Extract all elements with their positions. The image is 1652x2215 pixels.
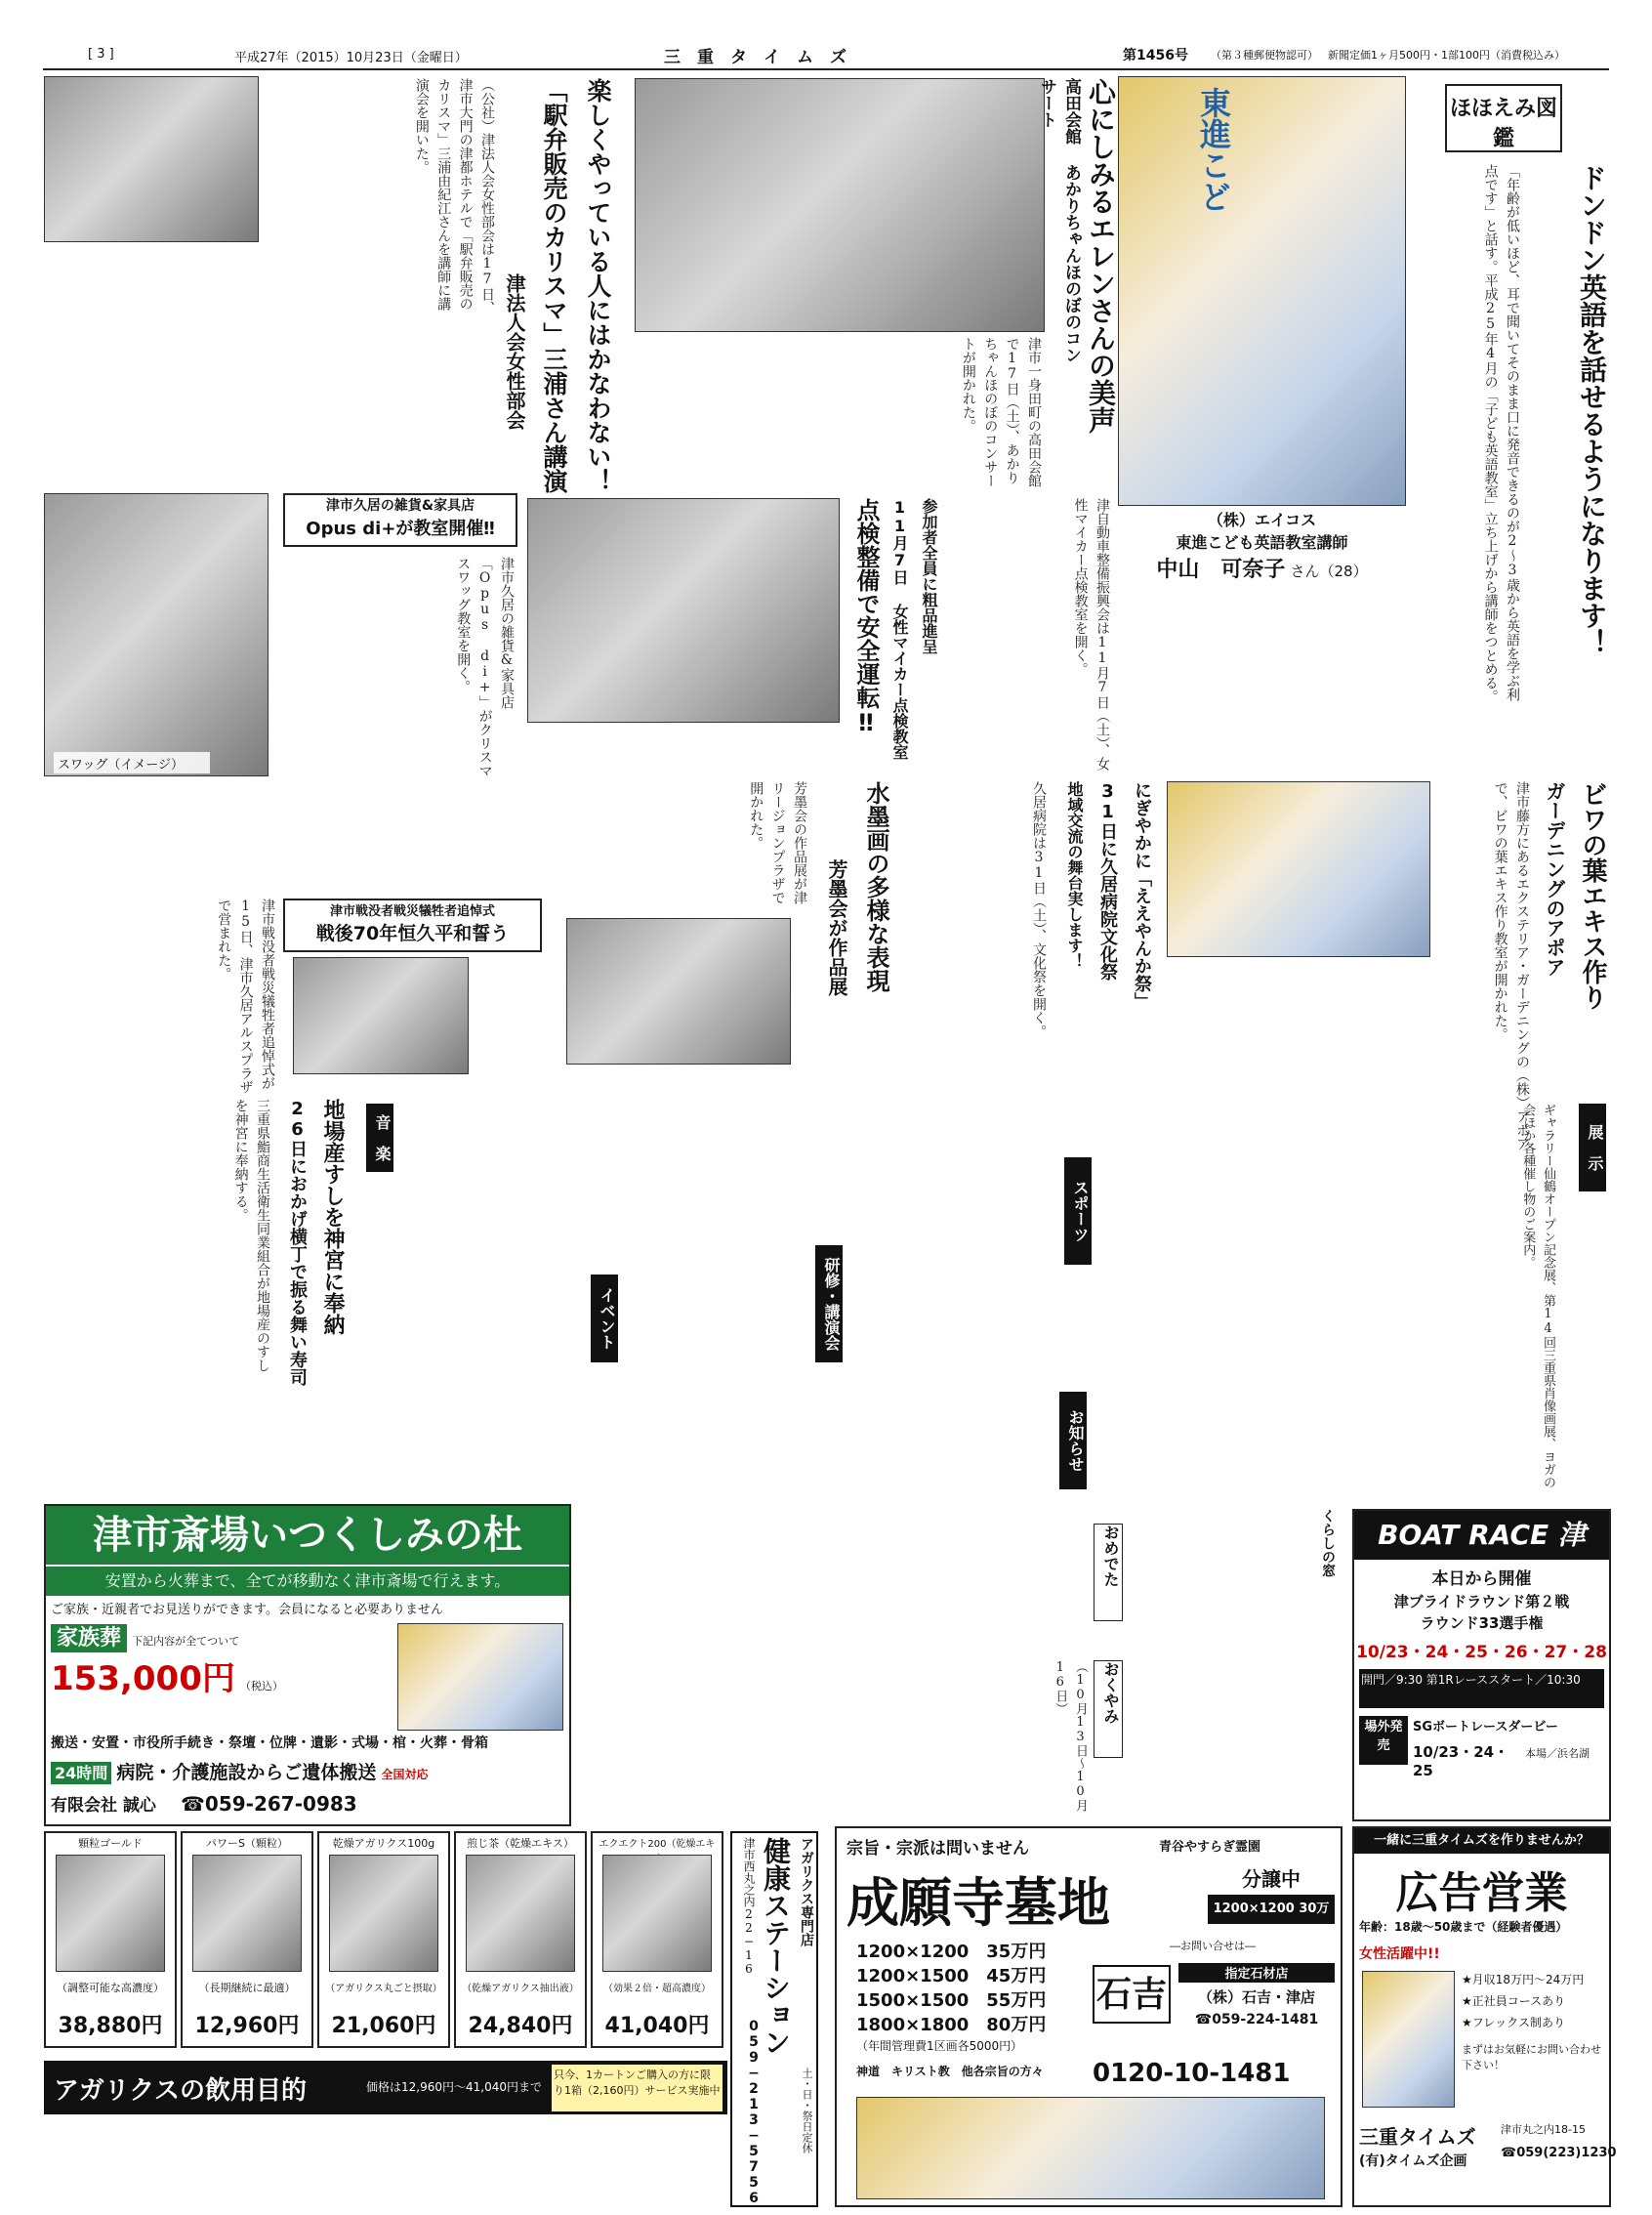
product-note: （調整可能な高濃度） — [57, 1982, 164, 1994]
saijo-hotline-text: 病院・介護施設からご遺体搬送 — [116, 1762, 377, 1783]
boatrace-logo: BOAT RACE 津 — [1354, 1511, 1609, 1560]
memorial-headline-1: 津市戦没者戦災犠牲者追悼式 — [329, 904, 495, 919]
memorial-body: 津市戦没者戦災犠牲者追悼式が15日、津市久居アルスプラザで営まれた。 — [216, 899, 275, 1094]
recruit-illustration — [1362, 1971, 1455, 2108]
issue-number: 第1456号 — [1123, 48, 1188, 63]
jouganji-ad[interactable] — [835, 1826, 1342, 2207]
sushi-body: 三重県鮨商生活衛生同業組合が地場産のすしを神宮に奉納する。 — [232, 1099, 270, 1372]
agaricus-store-tel[interactable]: 059−213−5756 — [746, 2019, 762, 2206]
recruit-ad[interactable] — [1352, 1826, 1617, 2207]
boatrace-place-note: 本場／浜名湖 — [1525, 1747, 1590, 1760]
lecture-photo — [44, 76, 259, 242]
opus-title-box — [283, 493, 517, 547]
concert-body: 津市一身田町の高田会館で17日（土）、あかりちゃんほのぼのコンサートが開かれた。 — [960, 337, 1042, 487]
opus-headline: 津市久居の雑貨&家具店 — [325, 498, 475, 514]
product-name: 乾燥アガリクス100g — [332, 1837, 435, 1850]
product-card-5[interactable] — [591, 1831, 723, 2048]
recruit-condition-3: ★フレックス制あり — [1462, 2016, 1566, 2029]
biwa-body: 津市藤方にあるエクステリア・ガーデニングの（株）アポアで、ビワの葉エキス作り教室が開かれた。 — [1492, 781, 1530, 1150]
masthead-rule — [43, 68, 1609, 70]
jouganji-size-price: 1200×1200 30万円 — [1208, 1895, 1335, 1924]
agaricus-store — [730, 1831, 818, 2207]
product-photo — [466, 1855, 575, 1972]
product-note: （長期継続に最適） — [198, 1982, 296, 1994]
jouganji-sale: 分譲中 — [1242, 1867, 1301, 1891]
hisai-headline-2: 31日に久居病院文化祭 — [1097, 781, 1118, 981]
lecture-headline-1: 楽しくやっている人にはかなわない！ — [584, 78, 612, 493]
saijo-title: 津市斎場いつくしみの杜 — [46, 1506, 569, 1565]
agaricus-store-name: 健康ステーション — [760, 1837, 792, 2056]
saijo-hotline-label: 24時間 — [51, 1762, 111, 1784]
listing-tag-event: イベント — [591, 1275, 618, 1362]
saijo-sub: ご家族・近親者でお見送りができます。会員になると必要ありません — [51, 1603, 443, 1617]
saijo-services: 搬送・安置・市役所手続き・祭壇・位牌・遺影・式場・棺・火葬・骨箱 — [51, 1735, 488, 1751]
product-price: 12,960円 — [194, 2014, 300, 2038]
hisai-headline-1: にぎやかに「ええやんか祭」 — [1132, 781, 1152, 1010]
concert-photo — [635, 78, 1045, 332]
biwa-headline-1: ビワの葉エキス作り — [1578, 781, 1607, 1010]
agaricus-store-label: アガリクス専門店 — [799, 1837, 814, 1946]
lecture-body: （公社）津法人会女性部会は17日、津市大門の津都ホテルで「駅弁販売のカリスマ」三浦由紀江さんを講師に講演会を開いた。 — [413, 78, 495, 314]
lecture-headline-2: 「駅弁販売のカリスマ」三浦さん講演 — [540, 78, 568, 493]
saijo-price-sub: （税込） — [239, 1680, 283, 1693]
boatrace-event-1: 津ブライドラウンド第２戦 — [1393, 1593, 1570, 1610]
boatrace-place-dates: 10/23・24・25 — [1413, 1743, 1509, 1779]
product-name: 煎じ茶（乾燥エキス） — [467, 1837, 574, 1850]
biwa-photo — [1167, 781, 1430, 957]
saijo-photo — [397, 1623, 563, 1731]
hohoemi-name: 中山 可奈子 — [1156, 558, 1286, 582]
kurashi-period: （10月13日〜10月16日） — [1053, 1660, 1088, 1812]
kurashi-omedeto: おめでた — [1094, 1524, 1123, 1621]
memorial-headline-2: 戦後70年恒久平和誓う — [315, 923, 510, 944]
recruit-note: まずはお気軽にお問い合わせ下さい！ — [1462, 2043, 1601, 2071]
boatrace-dates: 10/23・24・25・26・27・28 — [1356, 1643, 1607, 1662]
listing-tag-ongaku: 音 楽 — [366, 1104, 393, 1172]
hohoemi-profile — [1118, 508, 1406, 596]
hohoemi-photo — [1118, 76, 1406, 506]
saijo-note: 全国対応 — [381, 1768, 429, 1781]
opus-body: 津市久居の雑貨&家具店「Opus di+」がクリスマスワッグ教室を開く。 — [455, 557, 515, 777]
product-photo — [56, 1855, 165, 1972]
agaricus-store-addr: 津市西丸之内22−16 — [742, 1837, 756, 1976]
memorial-title-box — [283, 899, 542, 952]
product-photo — [602, 1855, 712, 1972]
agaricus-banner-price: 価格は12,960円〜41,040円まで — [366, 2080, 542, 2094]
inspection-body: 津自動車整備振興会は11月7日（土）、女性マイカー点検教室を開く。 — [1072, 498, 1110, 771]
hisai-headline-3: 地域交流の舞台実します！ — [1065, 781, 1084, 969]
boatrace-ad[interactable] — [1352, 1509, 1611, 1821]
jouganji-plot-1: 1200×1200 35万円 — [856, 1942, 1047, 1962]
sumie-body: 芳墨会の作品展が津リージョンプラザで開かれた。 — [748, 781, 807, 904]
product-price: 38,880円 — [58, 2014, 163, 2038]
hohoemi-logo: ほほえみ図鑑 — [1445, 84, 1562, 152]
saijo-plan — [51, 1621, 392, 1698]
saijo-hotline — [51, 1758, 568, 1787]
concert-headline-2: 心にしみるエレンさんの美声 — [1085, 78, 1117, 434]
jouganji-map — [856, 2097, 1325, 2199]
hohoemi-subtitle: 東進こども英語教室講師 — [1176, 533, 1348, 552]
jouganji-agent: 指定石材店 — [1178, 1963, 1335, 1983]
jouganji-plot-4: 1800×1800 80万円 — [856, 2015, 1047, 2035]
saijo-ad[interactable] — [44, 1504, 571, 1826]
product-price: 24,840円 — [468, 2014, 573, 2038]
saijo-company: 有限会社 誠心 — [51, 1796, 156, 1816]
hohoemi-sign: 東進こど — [1195, 87, 1232, 212]
paper-title: 三 重 タ イ ム ズ — [664, 48, 847, 67]
product-photo — [192, 1855, 302, 1972]
inspection-photo — [527, 498, 840, 723]
hohoemi-headline: ドンドン英語を話せるようになります！ — [1576, 164, 1608, 656]
jouganji-freecall[interactable]: 0120-10-1481 — [1093, 2059, 1291, 2088]
opus-caption: スワッグ（イメージ） — [54, 752, 210, 773]
agaricus-banner — [44, 2061, 727, 2114]
product-note: （アガリクス丸ごと摂取） — [325, 1984, 442, 1994]
recruit-age: 年齢：18歳〜50歳まで（経験者優遇） — [1359, 1920, 1568, 1934]
jouganji-tel[interactable]: ☎059-224-1481 — [1194, 2012, 1319, 2027]
sushi-headline-2: 26日におかげ横丁で振る舞い寿司 — [287, 1099, 308, 1386]
subscription-price: 新聞定価1ヶ月500円・1部100円（消費税込み） — [1328, 49, 1565, 62]
agaricus-products — [44, 1831, 727, 2056]
memorial-photo — [293, 957, 469, 1074]
saijo-plan-note: 下記内容が全てついて — [132, 1635, 240, 1648]
opus-photo — [44, 493, 268, 776]
sumie-headline-1: 水墨画の多様な表現 — [862, 781, 889, 992]
agaricus-body — [44, 2119, 727, 2202]
saijo-tel[interactable]: ☎059-267-0983 — [181, 1792, 357, 1816]
jouganji-plot-2: 1200×1500 45万円 — [856, 1966, 1047, 1986]
jouganji-religions: 神道 キリスト教 他各宗旨の方々 — [856, 2065, 1044, 2078]
jouganji-store: 石吉 — [1093, 1965, 1171, 2024]
saijo-tagline: 安置から火葬まで、全てが移動なく津市斎場で行えます。 — [46, 1567, 569, 1596]
recruit-tel[interactable]: ☎059(223)1230 — [1501, 2146, 1617, 2160]
agaricus-banner-promo: 只今、1カートンご購入の方に限り1箱（2,160円）サービス実施中 — [552, 2065, 723, 2111]
sushi-headline-1: 地場産すしを神宮に奉納 — [320, 1099, 345, 1335]
jouganji-sub: 青谷やすらぎ霊園 — [1159, 1840, 1261, 1855]
sumie-headline-2: 芳墨会が作品展 — [825, 859, 848, 996]
listing-tag-kenshu: 研修・講演会 — [815, 1245, 843, 1362]
hohoemi-company: （株）エイコス — [1207, 511, 1317, 529]
listings-section — [356, 1099, 1611, 1499]
product-price: 41,040円 — [604, 2014, 710, 2038]
product-photo — [329, 1855, 438, 1972]
jouganji-plot-3: 1500×1500 55万円 — [856, 1990, 1047, 2011]
page-number: [ 3 ] — [88, 47, 114, 62]
kurashi-okuyami: おくやみ — [1094, 1660, 1123, 1758]
boatrace-place: SGボートレースダービー — [1413, 1720, 1558, 1734]
listing-tag-sports: スポーツ — [1064, 1157, 1092, 1265]
masthead — [39, 43, 1613, 66]
biwa-headline-2: ガーデニングのアポア — [1543, 781, 1566, 977]
recruit-addr: 津市丸之内18-15 — [1501, 2123, 1586, 2136]
hohoemi-body: 「年齢が低いほど、耳で聞いてそのまま口に発音できるのが2〜3歳から英語を学ぶ利点です」と話す。平成25年4月の「子ども英語教室」立ち上げから講師をつとめる。 — [1482, 164, 1520, 703]
boatrace-place-label: 場外発売 — [1359, 1716, 1408, 1765]
product-card-2[interactable] — [181, 1831, 313, 2048]
recruit-company-2: (有)タイムズ企画 — [1359, 2153, 1467, 2169]
product-note: （効果２倍・超高濃度） — [603, 1984, 711, 1994]
product-card-3[interactable] — [317, 1831, 450, 2048]
boatrace-times: 開門／9:30 第1Rレーススタート／10:30 — [1359, 1669, 1604, 1708]
boatrace-today: 本日から開催 — [1431, 1569, 1532, 1589]
product-card-1[interactable] — [44, 1831, 177, 2048]
jouganji-title: 成願寺墓地 — [847, 1872, 1110, 1934]
listing-tag-tenji: 展 示 — [1579, 1104, 1606, 1191]
product-name: 顆粒ゴールド — [78, 1837, 143, 1850]
sumie-photo — [566, 918, 791, 1065]
product-name: エクエクト200（乾燥エキ — [599, 1839, 716, 1850]
hisai-body: 久居病院は31日（土）、文化祭を開く。 — [1031, 781, 1047, 1038]
jouganji-note: （年間管理費1区画各5000円） — [856, 2039, 1023, 2053]
recruit-company: 三重タイムズ — [1359, 2125, 1476, 2149]
listing-tag-oshirase: お知らせ — [1059, 1392, 1087, 1489]
recruit-female: 女性活躍中!! — [1359, 1946, 1440, 1962]
jouganji-contact: ―お問い合せは― — [1170, 1940, 1256, 1952]
recruit-condition-2: ★正社員コースあり — [1462, 1994, 1566, 2008]
agaricus-store-note: 土・日・祭日定休 — [801, 2068, 813, 2153]
saijo-price: 153,000円 — [51, 1659, 235, 1698]
hohoemi-age: さん（28） — [1290, 563, 1368, 580]
recruit-top: 一緒に三重タイムズを作りませんか？ — [1354, 1828, 1609, 1854]
boatrace-event-2: ラウンド33選手権 — [1420, 1614, 1544, 1632]
recruit-condition-1: ★月収18万円〜24万円 — [1462, 1973, 1585, 1986]
agaricus-banner-title: アガリクスの飲用目的 — [54, 2076, 307, 2106]
inspection-headline-3: 参加者全員に粗品進呈 — [920, 498, 938, 654]
inspection-headline-1: 点検整備で安全運転‼ — [852, 498, 880, 736]
issue-date: 平成27年（2015）10月23日（金曜日） — [234, 51, 468, 65]
lecture-headline-3: 津法人会女性部会 — [503, 273, 526, 430]
saijo-plan-label: 家族葬 — [51, 1624, 127, 1652]
product-card-4[interactable] — [454, 1831, 587, 2048]
inspection-headline-2: 11月7日 女性マイカー点検教室 — [890, 498, 909, 760]
jouganji-company: （株）石吉・津店 — [1197, 1988, 1315, 2006]
mail-class: （第３種郵便物認可） — [1211, 49, 1318, 62]
product-note: （乾燥アガリクス抽出液） — [462, 1984, 579, 1994]
concert-headline-1: 高田会館 あかりちゃんほのぼのコンサート — [1037, 78, 1081, 363]
kurashi-title: くらしの窓 — [1320, 1509, 1336, 1577]
saijo-footer — [51, 1791, 568, 1822]
opus-headline-2: Opus di+が教室開催‼ — [306, 519, 495, 539]
recruit-title: 広告営業 — [1395, 1868, 1568, 1918]
listings-body: ギャラリー仙鶴オープン記念展、第14回三重県肖像画展、ヨガの会ほか各種催し物のご案内。 — [1520, 1104, 1555, 1488]
product-name: パワーS（顆粒） — [206, 1837, 288, 1850]
jouganji-top: 宗旨・宗派は問いません — [847, 1839, 1029, 1859]
product-price: 21,060円 — [331, 2014, 436, 2038]
